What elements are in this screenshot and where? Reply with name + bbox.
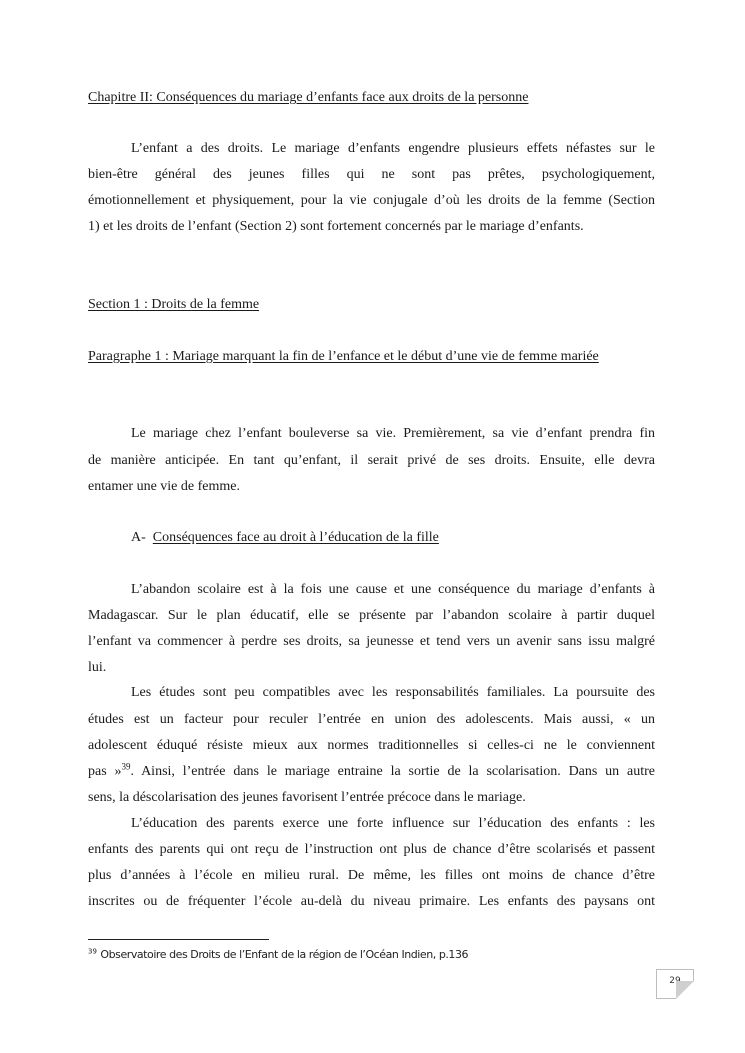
page-number-box: [656, 969, 694, 999]
subsection-title: Conséquences face au droit à l’éducation de la fille: [152, 530, 439, 545]
footnote-text: Observatoire des Droits de l’Enfant de la région de l’Océan Indien, p.136: [100, 948, 469, 961]
paragraph-line: émotionnellement et physiquement, pour la vie conjugale d’où les droits de la femme (Section: [88, 193, 655, 208]
paragraph-line: de manière anticipée. En tant qu’enfant, il serait privé de ses droits. Ensuite, elle devra: [88, 453, 655, 468]
paragraph-line: lui.: [88, 660, 107, 675]
paragraph-line: L’éducation des parents exerce une forte influence sur l’éducation des enfants : les: [131, 816, 655, 831]
footnote-reference[interactable]: 39: [121, 761, 131, 772]
footnote-divider: [88, 939, 269, 940]
line-start: pas »: [88, 764, 122, 779]
paragraph-line: 1) et les droits de l’enfant (Section 2) sont fortement concernés par le mariage d’enfants.: [88, 219, 584, 234]
paragraph-line: L’abandon scolaire est à la fois une cause et une conséquence du mariage d’enfants à: [131, 582, 655, 597]
line-end: . Ainsi, l’entrée dans le mariage entraine la sortie de la scolarisation. Dans un autre: [130, 764, 655, 779]
footnote-number: 39: [88, 947, 97, 956]
paragraph-line: bien-être général des jeunes filles qui ne sont pas prêtes, psychologiquement,: [88, 167, 655, 182]
chapter-title: Chapitre II: Conséquences du mariage d’enfants face aux droits de la personne: [88, 90, 529, 105]
paragraph-line: inscrites ou de fréquenter l’école au-delà du niveau primaire. Les enfants des paysans ont: [88, 894, 655, 909]
footnote: [88, 948, 468, 962]
paragraph-line: études est un facteur pour reculer l’entrée en union des adolescents. Mais aussi, « un: [88, 712, 655, 727]
paragraph-title: Paragraphe 1 : Mariage marquant la fin de l’enfance et le début d’une vie de femme mariée: [88, 349, 599, 364]
paragraph-line: [88, 763, 655, 781]
page-number: 29: [669, 976, 681, 986]
subsection-heading: [131, 529, 655, 547]
paragraph-line: Le mariage chez l’enfant bouleverse sa vie. Premièrement, sa vie d’enfant prendra fin: [131, 426, 655, 441]
section-title: Section 1 : Droits de la femme: [88, 297, 260, 312]
paragraph-line: L’enfant a des droits. Le mariage d’enfants engendre plusieurs effets néfastes sur le: [131, 141, 655, 156]
paragraph-line: adolescent éduqué résiste mieux aux normes traditionnelles si celles-ci ne le conviennent: [88, 738, 655, 753]
paragraph-line: Les études sont peu compatibles avec les responsabilités familiales. La poursuite des: [131, 685, 655, 700]
paragraph-line: l’enfant va commencer à perdre ses droits, sa jeunesse et tend vers un avenir sans issu malgré: [88, 634, 655, 649]
paragraph-line: Madagascar. Sur le plan éducatif, elle se présente par l’abandon scolaire à partir duquel: [88, 608, 655, 623]
paragraph-line: entamer une vie de femme.: [88, 479, 240, 494]
paragraph-line: enfants des parents qui ont reçu de l’instruction ont plus de chance d’être scolarisés et passent: [88, 842, 655, 857]
paragraph-line: plus d’années à l’école en milieu rural. De même, les filles ont moins de chance d’être: [88, 868, 655, 883]
page-curl-icon: [676, 981, 694, 999]
paragraph-line: sens, la déscolarisation des jeunes favorisent l’entrée précoce dans le mariage.: [88, 790, 526, 805]
subsection-label: A-: [131, 530, 146, 545]
